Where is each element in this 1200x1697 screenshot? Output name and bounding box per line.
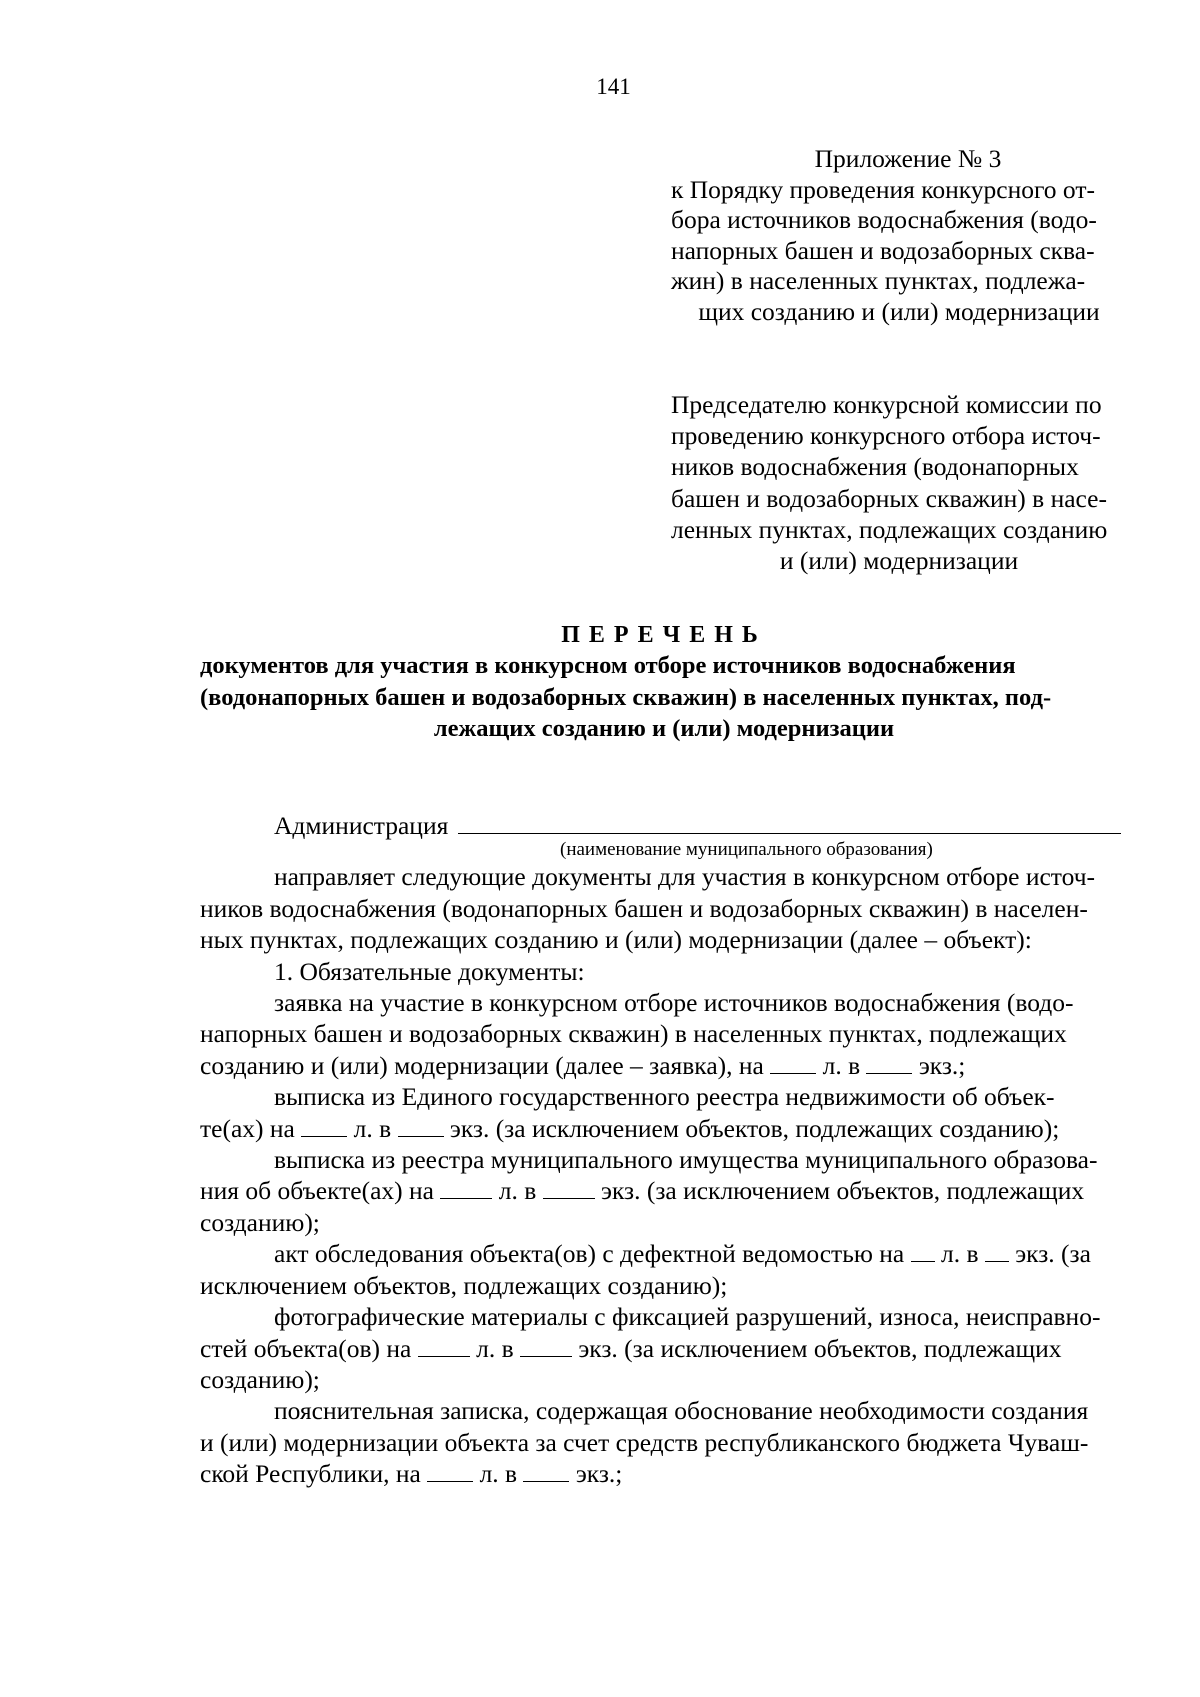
item-text: стей объекта(ов) на — [200, 1333, 412, 1363]
item-line: пояснительная записка, содержащая обоснование необходимости создания — [274, 1396, 1089, 1426]
item-line: напорных башен и водозаборных скважин) в населенных пунктах, подлежащих — [200, 1019, 1067, 1049]
item-text: л. в — [498, 1176, 537, 1206]
pages-blank[interactable] — [911, 1243, 935, 1262]
pages-blank[interactable] — [440, 1180, 492, 1199]
copies-blank[interactable] — [520, 1338, 572, 1357]
item-line — [200, 1050, 1128, 1081]
item-line: заявка на участие в конкурсном отборе источников водоснабжения (водо- — [274, 988, 1074, 1018]
item-text: л. в — [476, 1333, 514, 1363]
item-line — [200, 1175, 1128, 1206]
annex-title: Приложение № 3 — [814, 144, 1002, 173]
item-text: те(ах) на — [200, 1113, 295, 1143]
annex-line: щих созданию и (или) модернизации — [698, 296, 1100, 326]
item-text: л. в — [353, 1113, 392, 1143]
annex-line: жин) в населенных пунктах, подлежа- — [671, 266, 1086, 295]
item-text: созданию и (или) модернизации (далее – заявка), на — [200, 1050, 764, 1080]
item-text: акт обследования объекта(ов) с дефектной ведомостью на — [274, 1239, 905, 1269]
copies-blank[interactable] — [866, 1055, 912, 1074]
administration-caption: (наименование муниципального образования) — [560, 839, 933, 861]
subtitle-line: документов для участия в конкурсном отборе источников водоснабжения — [200, 652, 1016, 679]
document-title: ПЕРЕЧЕНЬ — [561, 622, 767, 648]
item-line — [200, 1238, 1128, 1269]
item-line — [200, 1458, 1128, 1489]
item-text: экз.; — [918, 1050, 966, 1080]
copies-blank[interactable] — [543, 1180, 595, 1199]
document-heading — [200, 620, 1128, 745]
subtitle-line: (водонапорных башен и водозаборных скважин) в населенных пунктах, под- — [200, 683, 1052, 711]
pages-blank[interactable] — [301, 1118, 347, 1137]
annex-block — [671, 144, 1127, 327]
item-text: ской Республики, на — [200, 1459, 421, 1489]
item-line: исключением объектов, подлежащих созданию); — [200, 1270, 728, 1300]
addressee-line: и (или) модернизации — [779, 546, 1019, 576]
item-line: и (или) модернизации объекта за счет средств республиканского бюджета Чуваш- — [200, 1427, 1089, 1457]
intro-line: ных пунктах, подлежащих созданию и (или) модернизации (далее – объект): — [200, 925, 1032, 955]
copies-blank[interactable] — [523, 1463, 569, 1482]
item-text: л. в — [940, 1239, 979, 1269]
document-body — [200, 810, 1128, 1490]
addressee-line: ленных пунктах, подлежащих созданию — [671, 514, 1108, 544]
subtitle-line: лежащих созданию и (или) модернизации — [433, 715, 895, 742]
addressee-line: ников водоснабжения (водонапорных — [671, 452, 1079, 482]
administration-row — [200, 810, 1128, 841]
item-text: экз. (за исключением объектов, подлежащих созданию); — [449, 1113, 1060, 1143]
item-text: экз. (за исключением объектов, подлежащих — [578, 1333, 1062, 1363]
page-number: 141 — [596, 74, 631, 99]
item-text: л. в — [822, 1050, 861, 1080]
item-text: ния об объекте(ах) на — [200, 1176, 434, 1206]
item-line: выписка из Единого государственного реестра недвижимости об объек- — [274, 1082, 1055, 1112]
intro-line: ников водоснабжения (водонапорных башен и водозаборных скважин) в населен- — [200, 893, 1088, 923]
administration-label: Администрация — [274, 811, 449, 840]
copies-blank[interactable] — [398, 1118, 444, 1137]
pages-blank[interactable] — [418, 1338, 470, 1357]
document-subtitle — [200, 650, 1128, 745]
item-text: л. в — [479, 1459, 518, 1489]
item-line: фотографические материалы с фиксацией разрушений, износа, неисправно- — [274, 1302, 1101, 1332]
item-text: экз. (за — [1015, 1239, 1091, 1269]
item-line: созданию); — [200, 1207, 320, 1237]
annex-line: бора источников водоснабжения (водо- — [671, 205, 1097, 234]
item-text: экз.; — [575, 1459, 623, 1489]
pages-blank[interactable] — [427, 1463, 473, 1482]
item-line — [200, 1113, 1128, 1144]
item-line: выписка из реестра муниципального имущества муниципального образова- — [274, 1145, 1098, 1175]
addressee-block — [671, 389, 1127, 576]
addressee-line: башен и водозаборных скважин) в насе- — [671, 483, 1107, 513]
annex-line: к Порядку проведения конкурсного от- — [671, 174, 1095, 204]
pages-blank[interactable] — [770, 1055, 816, 1074]
copies-blank[interactable] — [985, 1243, 1009, 1262]
section-heading: 1. Обязательные документы: — [274, 956, 585, 986]
addressee-line: проведению конкурсного отбора источ- — [671, 421, 1101, 451]
item-line: созданию); — [200, 1364, 320, 1394]
administration-name-field[interactable] — [458, 833, 1121, 834]
annex-line: напорных башен и водозаборных сква- — [671, 235, 1095, 265]
intro-line: направляет следующие документы для участия в конкурсном отборе источ- — [274, 862, 1096, 892]
item-line — [200, 1333, 1128, 1364]
addressee-line: Председателю конкурсной комиссии по — [671, 390, 1102, 419]
item-text: экз. (за исключением объектов, подлежащих — [601, 1176, 1085, 1206]
